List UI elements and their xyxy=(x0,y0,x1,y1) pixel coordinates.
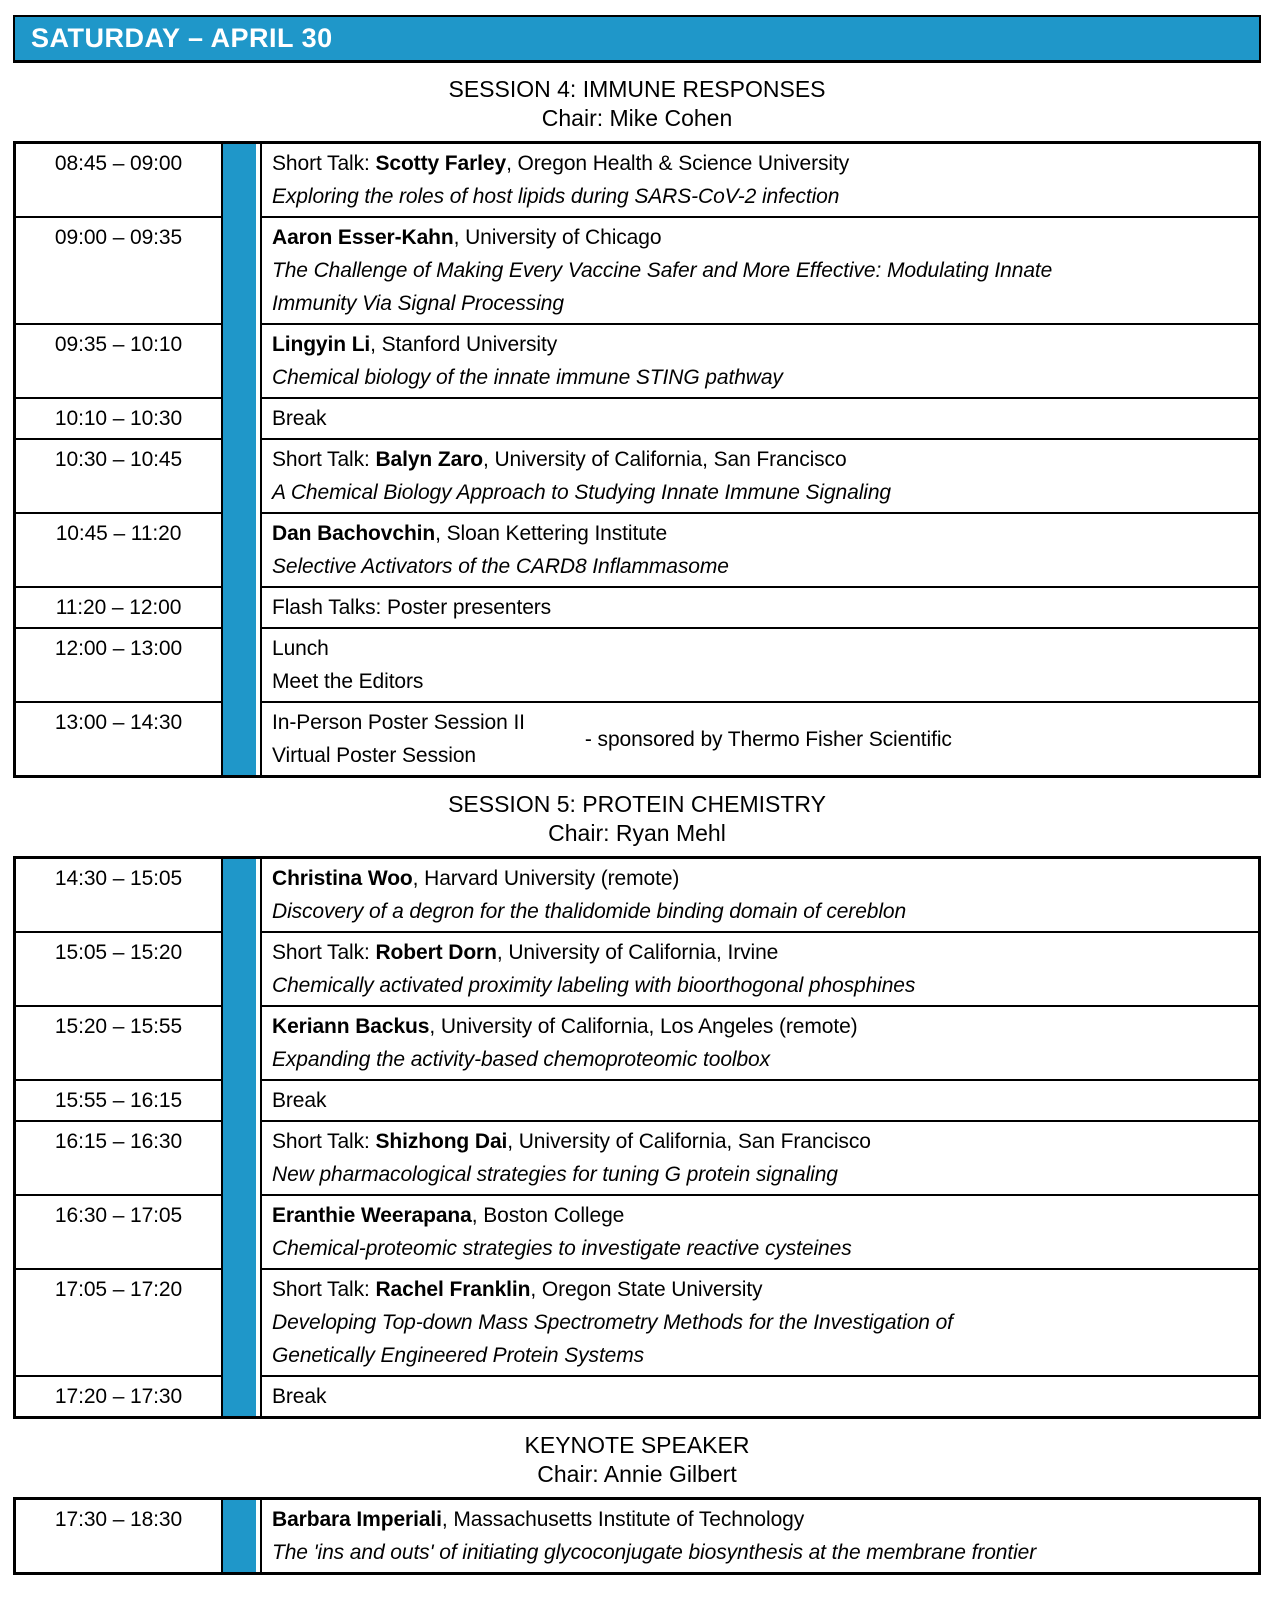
schedule-row xyxy=(16,397,1258,438)
schedule-row xyxy=(16,586,1258,627)
time-cell: 09:00 – 09:35 xyxy=(16,216,223,323)
text-segment: Selective Activators of the CARD8 Inflammasome xyxy=(272,555,729,578)
time-cell: 10:45 – 11:20 xyxy=(16,512,223,586)
text-segment: , Oregon State University xyxy=(530,1278,763,1301)
schedule-row xyxy=(16,1120,1258,1194)
content-lines xyxy=(272,862,1248,928)
time-cell: 17:30 – 18:30 xyxy=(16,1500,223,1572)
content-cell xyxy=(260,1500,1258,1572)
content-lines xyxy=(272,221,1248,320)
content-lines xyxy=(272,443,1248,509)
text-segment: Discovery of a degron for the thalidomide binding domain of cereblon xyxy=(272,900,907,923)
text-segment: , Harvard University (remote) xyxy=(412,867,680,890)
content-line xyxy=(272,969,1248,1002)
content-line xyxy=(272,1084,1248,1117)
text-segment: , Sloan Kettering Institute xyxy=(435,522,668,545)
text-segment: Eranthie Weerapana xyxy=(272,1204,472,1227)
content-lines xyxy=(272,402,1248,435)
keynote-table xyxy=(13,1497,1261,1575)
text-segment: Shizhong Dai xyxy=(375,1130,508,1153)
text-segment: Chemical biology of the innate immune STING pathway xyxy=(272,366,783,389)
content-lines xyxy=(272,1125,1248,1191)
text-segment: In-Person Poster Session II xyxy=(272,711,525,734)
content-line xyxy=(272,476,1248,509)
accent-bar xyxy=(223,1375,256,1416)
content-line xyxy=(272,591,1248,624)
time-cell: 15:20 – 15:55 xyxy=(16,1005,223,1079)
content-line xyxy=(272,706,525,739)
content-cell xyxy=(260,1194,1258,1268)
day-header-bar xyxy=(13,15,1261,63)
session-chair: Chair: Annie Gilbert xyxy=(537,1461,737,1487)
content-line xyxy=(272,665,1248,698)
time-cell: 14:30 – 15:05 xyxy=(16,859,223,931)
content-cell xyxy=(260,1375,1258,1416)
text-segment: Short Talk: xyxy=(272,152,376,175)
content-line xyxy=(272,1306,1248,1339)
text-segment: Chemical-proteomic strategies to investigate reactive cysteines xyxy=(272,1237,852,1260)
time-cell: 16:30 – 17:05 xyxy=(16,1194,223,1268)
accent-bar xyxy=(223,216,256,323)
content-lines xyxy=(272,591,1248,624)
text-segment: Rachel Franklin xyxy=(375,1278,531,1301)
text-segment: Short Talk: xyxy=(272,1130,376,1153)
sponsor-note: - sponsored by Thermo Fisher Scientific xyxy=(584,727,952,751)
text-segment: The 'ins and outs' of initiating glycoconjugate biosynthesis at the membrane frontier xyxy=(272,1541,1037,1564)
schedule-row xyxy=(16,1079,1258,1120)
content-line xyxy=(272,895,1248,928)
accent-bar xyxy=(223,323,256,397)
session-5-header xyxy=(13,790,1261,848)
content-lines xyxy=(272,517,1248,583)
schedule-row xyxy=(16,859,1258,931)
content-cell xyxy=(260,1268,1258,1375)
text-segment: , University of California, San Francisco xyxy=(507,1130,871,1153)
text-segment: The Challenge of Making Every Vaccine Safer and More Effective: Modulating Innate xyxy=(272,259,1053,282)
content-cell xyxy=(260,144,1258,216)
schedule-row xyxy=(16,216,1258,323)
content-line xyxy=(272,147,1248,180)
text-segment: Developing Top-down Mass Spectrometry Methods for the Investigation of xyxy=(272,1311,953,1334)
text-segment: Flash Talks: Poster presenters xyxy=(272,596,552,619)
content-line xyxy=(272,936,1248,969)
schedule-row xyxy=(16,144,1258,216)
content-line xyxy=(272,1232,1248,1265)
content-cell xyxy=(260,512,1258,586)
content-line xyxy=(272,402,1248,435)
text-segment: Aaron Esser-Kahn xyxy=(272,226,454,249)
text-segment: Dan Bachovchin xyxy=(272,522,436,545)
content-line xyxy=(272,550,1248,583)
text-segment: , University of California, San Francisco xyxy=(483,448,847,471)
time-cell: 10:10 – 10:30 xyxy=(16,397,223,438)
text-segment: Virtual Poster Session xyxy=(272,744,477,767)
time-cell: 11:20 – 12:00 xyxy=(16,586,223,627)
content-lines xyxy=(272,1010,1248,1076)
content-line xyxy=(272,517,1248,550)
content-line xyxy=(272,180,1248,213)
content-lines xyxy=(272,1199,1248,1265)
content-line xyxy=(272,632,1248,665)
content-line xyxy=(272,361,1248,394)
content-line xyxy=(272,862,1248,895)
content-lines xyxy=(272,936,1248,1002)
content-line xyxy=(272,221,1248,254)
time-cell: 09:35 – 10:10 xyxy=(16,323,223,397)
schedule-row xyxy=(16,1375,1258,1416)
content-line xyxy=(272,287,1248,320)
content-lines xyxy=(272,147,1248,213)
accent-bar xyxy=(223,438,256,512)
accent-bar xyxy=(223,1120,256,1194)
accent-bar xyxy=(223,859,256,931)
schedule-row xyxy=(16,1194,1258,1268)
content-cell xyxy=(260,931,1258,1005)
content-line xyxy=(272,1125,1248,1158)
time-cell: 15:05 – 15:20 xyxy=(16,931,223,1005)
accent-bar xyxy=(223,1079,256,1120)
text-segment: , Stanford University xyxy=(370,333,558,356)
text-segment: Lunch xyxy=(272,637,329,660)
text-segment: Short Talk: xyxy=(272,941,376,964)
schedule-row xyxy=(16,323,1258,397)
content-lines xyxy=(272,1273,1248,1372)
content-line xyxy=(272,739,525,772)
accent-bar xyxy=(223,1268,256,1375)
text-segment: Balyn Zaro xyxy=(375,448,483,471)
text-segment: A Chemical Biology Approach to Studying Innate Immune Signaling xyxy=(272,481,892,504)
text-segment: , University of California, Los Angeles (remote) xyxy=(429,1015,858,1038)
time-cell: 17:20 – 17:30 xyxy=(16,1375,223,1416)
accent-bar xyxy=(223,586,256,627)
time-cell: 10:30 – 10:45 xyxy=(16,438,223,512)
content-line xyxy=(272,1503,1248,1536)
text-segment: Christina Woo xyxy=(272,867,413,890)
time-cell: 08:45 – 09:00 xyxy=(16,144,223,216)
content-line xyxy=(272,1536,1248,1569)
content-line xyxy=(272,254,1248,287)
content-cell xyxy=(260,323,1258,397)
text-segment: Scotty Farley xyxy=(375,152,507,175)
content-cell xyxy=(260,397,1258,438)
content-line xyxy=(272,1010,1248,1043)
text-segment: , University of Chicago xyxy=(453,226,662,249)
text-segment: , Boston College xyxy=(471,1204,625,1227)
text-segment: Short Talk: xyxy=(272,1278,376,1301)
accent-bar xyxy=(223,1194,256,1268)
content-cell xyxy=(260,627,1258,701)
time-cell: 17:05 – 17:20 xyxy=(16,1268,223,1375)
text-segment: Expanding the activity-based chemoproteomic toolbox xyxy=(272,1048,771,1071)
session-5-table xyxy=(13,856,1261,1419)
accent-bar xyxy=(223,931,256,1005)
content-cell xyxy=(260,1005,1258,1079)
text-segment: , Oregon Health & Science University xyxy=(506,152,850,175)
content-lines xyxy=(272,1380,1248,1413)
content-lines xyxy=(272,706,525,772)
content-lines xyxy=(272,1503,1248,1569)
text-segment: , Massachusetts Institute of Technology xyxy=(441,1508,805,1531)
accent-bar xyxy=(223,701,256,775)
schedule-row xyxy=(16,1005,1258,1079)
content-line xyxy=(272,1158,1248,1191)
time-cell: 15:55 – 16:15 xyxy=(16,1079,223,1120)
session-4-table xyxy=(13,141,1261,778)
accent-bar xyxy=(223,397,256,438)
content-line xyxy=(272,1339,1248,1372)
session-title: SESSION 4: IMMUNE RESPONSES xyxy=(448,76,826,102)
text-segment: New pharmacological strategies for tuning G protein signaling xyxy=(272,1163,838,1186)
content-lines xyxy=(272,632,1248,698)
content-cell xyxy=(260,586,1258,627)
text-segment: Barbara Imperiali xyxy=(272,1508,442,1531)
text-segment: Short Talk: xyxy=(272,448,376,471)
content-line xyxy=(272,1199,1248,1232)
content-line xyxy=(272,1273,1248,1306)
content-line xyxy=(272,1043,1248,1076)
accent-bar xyxy=(223,144,256,216)
text-segment: Chemically activated proximity labeling with bioorthogonal phosphines xyxy=(272,974,916,997)
accent-bar xyxy=(223,627,256,701)
text-segment: Immunity Via Signal Processing xyxy=(272,292,564,315)
schedule-row xyxy=(16,438,1258,512)
accent-bar xyxy=(223,1005,256,1079)
text-segment: Robert Dorn xyxy=(375,941,497,964)
session-title: KEYNOTE SPEAKER xyxy=(524,1432,750,1458)
text-segment: , University of California, Irvine xyxy=(496,941,779,964)
session-title: SESSION 5: PROTEIN CHEMISTRY xyxy=(448,791,826,817)
text-segment: Break xyxy=(272,407,327,430)
day-title: SATURDAY – APRIL 30 xyxy=(31,23,333,53)
content-lines xyxy=(272,328,1248,394)
text-segment: Break xyxy=(272,1089,327,1112)
content-line xyxy=(272,443,1248,476)
text-segment: Lingyin Li xyxy=(272,333,371,356)
schedule-row xyxy=(16,627,1258,701)
schedule-row xyxy=(16,1268,1258,1375)
content-cell xyxy=(260,1079,1258,1120)
schedule-row xyxy=(16,701,1258,775)
session-chair: Chair: Ryan Mehl xyxy=(548,820,726,846)
accent-bar xyxy=(223,1500,256,1572)
session-4-header xyxy=(13,75,1261,133)
time-cell: 12:00 – 13:00 xyxy=(16,627,223,701)
content-line xyxy=(272,1380,1248,1413)
text-segment: Break xyxy=(272,1385,327,1408)
text-segment: Keriann Backus xyxy=(272,1015,430,1038)
content-cell xyxy=(260,1120,1258,1194)
keynote-header xyxy=(13,1431,1261,1489)
time-cell: 13:00 – 14:30 xyxy=(16,701,223,775)
time-cell: 16:15 – 16:30 xyxy=(16,1120,223,1194)
content-cell xyxy=(260,438,1258,512)
content-cell xyxy=(260,216,1258,323)
content-cell xyxy=(260,859,1258,931)
content-lines xyxy=(272,1084,1248,1117)
text-segment: Exploring the roles of host lipids during SARS-CoV-2 infection xyxy=(272,185,840,208)
session-chair: Chair: Mike Cohen xyxy=(541,105,733,131)
schedule-row xyxy=(16,512,1258,586)
schedule-row xyxy=(16,931,1258,1005)
schedule-row xyxy=(16,1500,1258,1572)
content-cell xyxy=(260,701,1258,775)
text-segment: Meet the Editors xyxy=(272,670,424,693)
accent-bar xyxy=(223,512,256,586)
text-segment: Genetically Engineered Protein Systems xyxy=(272,1344,645,1367)
content-line xyxy=(272,328,1248,361)
